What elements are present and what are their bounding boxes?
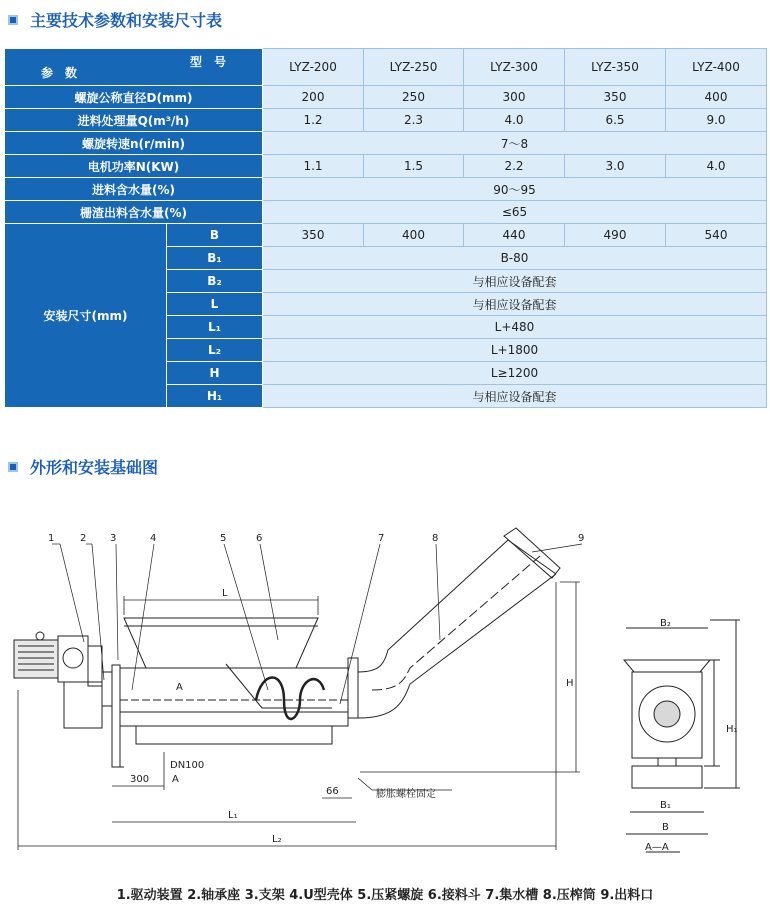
table-cell: 2.2 <box>464 155 565 178</box>
install-size-label: 安装尺寸(mm) <box>5 224 167 408</box>
dim-label-66: 66 <box>326 786 339 797</box>
install-sub-label: B₁ <box>167 247 263 270</box>
table-cell: 350 <box>565 86 666 109</box>
install-sub-label: L₂ <box>167 339 263 362</box>
model-header: LYZ-250 <box>364 49 464 86</box>
table-cell: 250 <box>364 86 464 109</box>
section-marker-A-top: A <box>176 682 183 693</box>
part-number-8: 8 <box>432 533 439 544</box>
section-label-AA: A—A <box>645 842 669 853</box>
part-number-4: 4 <box>150 533 157 544</box>
corner-param-label: 参 数 <box>41 66 78 80</box>
dim-label-B1: B₁ <box>660 800 671 811</box>
drawing-labels <box>48 533 738 853</box>
table-cell: 与相应设备配套 <box>263 270 767 293</box>
table-cell: 440 <box>464 224 565 247</box>
model-header: LYZ-200 <box>263 49 364 86</box>
dim-label-300: 300 <box>130 774 150 785</box>
table-cell: 90～95 <box>263 178 767 201</box>
table-cell: 7～8 <box>263 132 767 155</box>
row-label: 螺旋公称直径D(mm) <box>5 86 263 109</box>
dim-label-L2: L₂ <box>272 834 282 845</box>
table-cell: 300 <box>464 86 565 109</box>
dim-label-B2: B₂ <box>660 618 671 629</box>
table-cell: 1.2 <box>263 109 364 132</box>
section-title-text: 主要技术参数和安装尺寸表 <box>30 11 223 30</box>
table-cell: 4.0 <box>666 155 767 178</box>
part-number-1: 1 <box>48 533 55 544</box>
parts-legend: 1.驱动装置 2.轴承座 3.支架 4.U型壳体 5.压紧螺旋 6.接料斗 7.集水槽 8.压榨筒 9.出料口 <box>116 888 654 903</box>
model-header: LYZ-350 <box>565 49 666 86</box>
install-sub-label: H₁ <box>167 385 263 408</box>
part-number-2: 2 <box>80 533 87 544</box>
table-cell: B-80 <box>263 247 767 270</box>
dim-label-B: B <box>662 822 669 833</box>
drive-unit <box>14 632 112 728</box>
part-number-3: 3 <box>110 533 117 544</box>
side-view <box>624 620 740 852</box>
table-cell: 1.1 <box>263 155 364 178</box>
table-cell: 1.5 <box>364 155 464 178</box>
table-cell: L+1800 <box>263 339 767 362</box>
table-cell: ≤65 <box>263 201 767 224</box>
corner-model-label: 型 号 <box>189 55 226 69</box>
install-sub-label: H <box>167 362 263 385</box>
table-cell: 490 <box>565 224 666 247</box>
dim-label-L: L <box>222 588 228 599</box>
table-cell: 9.0 <box>666 109 767 132</box>
table-cell: 与相应设备配套 <box>263 385 767 408</box>
row-label: 进料处理量Q(m³/h) <box>5 109 263 132</box>
dim-label-H1: H₁ <box>726 724 738 735</box>
part-number-5: 5 <box>220 533 227 544</box>
part-number-7: 7 <box>378 533 385 544</box>
row-label: 电机功率N(KW) <box>5 155 263 178</box>
section-marker-A: A <box>172 774 179 785</box>
section-title-text: 外形和安装基础图 <box>30 458 159 477</box>
install-sub-label: B₂ <box>167 270 263 293</box>
install-sub-label: L <box>167 293 263 316</box>
model-header: LYZ-300 <box>464 49 565 86</box>
press-cylinder <box>358 528 560 718</box>
dim-label-dn100: DN100 <box>170 760 205 771</box>
dim-label-L1: L₁ <box>228 810 238 821</box>
model-header: LYZ-400 <box>666 49 767 86</box>
table-cell: 4.0 <box>464 109 565 132</box>
part-number-6: 6 <box>256 533 263 544</box>
table-cell: 400 <box>666 86 767 109</box>
table-cell: L+480 <box>263 316 767 339</box>
table-cell: 540 <box>666 224 767 247</box>
table-cell: L≥1200 <box>263 362 767 385</box>
table-cell: 3.0 <box>565 155 666 178</box>
dim-label-H: H <box>566 678 574 689</box>
anchor-bolt-note: 膨胀螺栓固定 <box>376 789 436 800</box>
table-cell: 6.5 <box>565 109 666 132</box>
row-label: 栅渣出料含水量(%) <box>5 201 263 224</box>
table-cell: 200 <box>263 86 364 109</box>
row-label: 进料含水量(%) <box>5 178 263 201</box>
hopper <box>124 618 318 668</box>
table-cell: 2.3 <box>364 109 464 132</box>
table-cell: 400 <box>364 224 464 247</box>
table-cell: 与相应设备配套 <box>263 293 767 316</box>
row-label: 螺旋转速n(r/min) <box>5 132 263 155</box>
install-sub-label: B <box>167 224 263 247</box>
table-cell: 350 <box>263 224 364 247</box>
part-number-9: 9 <box>578 533 585 544</box>
install-sub-label: L₁ <box>167 316 263 339</box>
